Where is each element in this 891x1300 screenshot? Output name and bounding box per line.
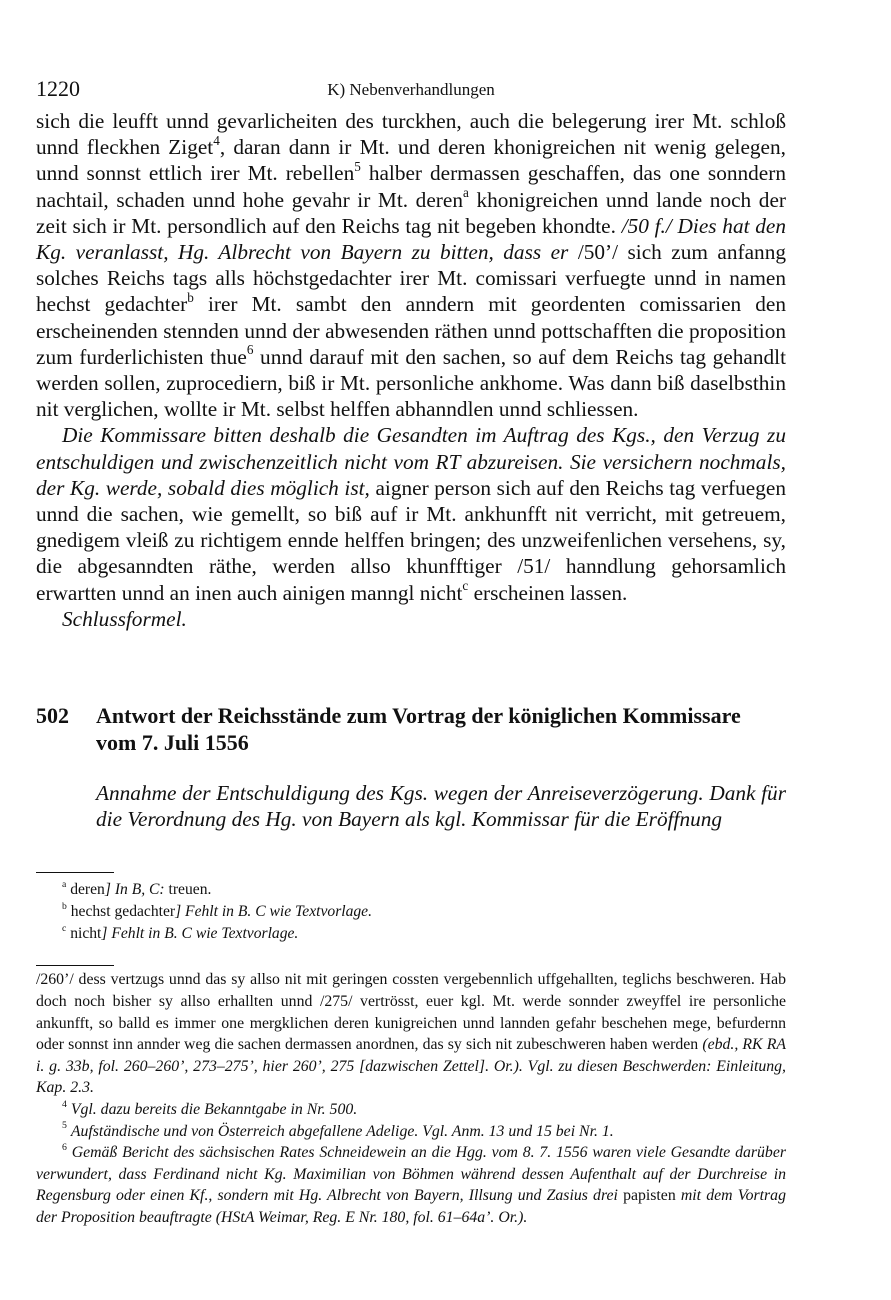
variant-reading: treuen. bbox=[168, 881, 212, 899]
variant-mark: b bbox=[62, 901, 67, 913]
footnotes bbox=[36, 965, 786, 1228]
text-run: aigner person sich auf den Reichs tag verfuegen unnd die sachen, wie gemellt, so biß auf ir Mt. ankhunfft nit verricht, mit getreuem, gnedigem vleiß zu richtigem ennde helffen bringen; des unzweifenlichen versehens, sy, die abgesanndten räthe, werden allso khunfftiger /51/ hanndlung gehorsamlich erwartten unnd an inen auch ainigen manngl nicht bbox=[36, 475, 786, 605]
footnote-4 bbox=[36, 1099, 786, 1121]
page-number: 1220 bbox=[36, 76, 80, 101]
variant-apparatus bbox=[36, 872, 786, 945]
variant-text: Fehlt in B. C wie Textvorlage. bbox=[111, 925, 299, 943]
variant-ref-b[interactable]: b bbox=[187, 290, 194, 306]
footnote-text: Gemäß Bericht des sächsischen Rates Schneidewein an die Hgg. vom 8. 7. 1556 waren viele Gesandte darüber verwundert, dass Ferdinand nicht Kg. Maximilian von Böhmen während dessen Aufenthalt auf der Durchreise in Regensburg oder einen Kf., sondern mit Hg. Albrecht von Bayern, Illsung und Zasius drei bbox=[36, 1144, 786, 1205]
document-regest: Annahme der Entschuldigung des Kgs. wegen der Anreiseverzögerung. Dank für die Verordnung des Hg. von Bayern als kgl. Kommissar für die Eröffnung bbox=[96, 781, 786, 832]
paragraph-1 bbox=[36, 108, 786, 422]
variant-mark: c bbox=[62, 923, 67, 935]
page-header bbox=[36, 76, 786, 108]
variant-ref-a[interactable]: a bbox=[462, 185, 469, 201]
closing-formula: Schlussformel. bbox=[62, 606, 187, 631]
text-run: khonigreichen unnd lande noch der zeit sich ir Mt. persondlich auf den Reichs tag nit begeben khondte. bbox=[36, 187, 786, 238]
footnote-ref-5[interactable]: 5 bbox=[354, 159, 361, 174]
paragraph-2 bbox=[36, 422, 786, 605]
text-run: sich die leufft unnd gevarlicheiten des turckhen, auch die belegerung irer Mt. schloß unnd fleckhen Ziget bbox=[36, 109, 786, 160]
footnote-text: mit dem Vortrag der Proposition beauftragte (HStA Weimar, Reg. E Nr. 180, fol. 61–64a’. Or.). bbox=[36, 1187, 786, 1226]
text-run: /50’/ sich zum anfanng solches Reichs tags alls höchstgedachter irer Mt. comissari verfuegte unnd in namen hechst gedachter bbox=[36, 240, 786, 317]
variant-lemma: nicht bbox=[70, 925, 102, 943]
footnote-text: Vgl. dazu bereits die Bekanntgabe in Nr. 500. bbox=[70, 1101, 358, 1119]
text-run: , daran dann ir Mt. und deren khonigreichen nit wenig gelegen, unnd sonnst ettlich irer Mt. rebellen bbox=[36, 135, 786, 186]
variant-text: In B, C: bbox=[114, 881, 165, 899]
footnote-ref-4[interactable]: 4 bbox=[213, 132, 220, 148]
variant-note-c: $^c$ nicht] Fehlt in B. C wie Textvorlage. bbox=[62, 923, 299, 943]
footnote-text: Aufständische und von Österreich abgefallene Adelige. Vgl. Anm. 13 und 15 bei Nr. 1. bbox=[70, 1122, 614, 1140]
text-run: /260’/ dess vertzugs unnd das sy allso nit mit geringen cossten vergebennlich uffgehallten, teglichs beschweren. Hab doch noch bisher sy allso erhallten unnd /275/ vertrösst, euer kgl. Mt. werde sonnder zweyffel ire personliche ankunfft, so balld es immer one mergklichen deren kunigreichen unnd lannden gefahr beschehen mege, befurdernn oder sonnst inn annder weg die sachen dermassen anordnen, das sy sich nit zubeschweren haben werden bbox=[36, 971, 786, 1054]
footnote-divider bbox=[36, 965, 114, 966]
footnote-ref-6[interactable]: 6 bbox=[246, 342, 254, 358]
footnote-continued bbox=[36, 969, 786, 1099]
footnote-6 bbox=[36, 1142, 786, 1228]
text-run: irer Mt. sambt den anndern mit geordenten comissarien den erscheinenden stennden unnd der abwesenden räthen unnd pottschafften die proposition zum furderlichisten thue bbox=[36, 292, 787, 369]
footnote-number: 5 bbox=[62, 1120, 67, 1132]
footnote-divider bbox=[36, 872, 114, 873]
footnote-number: 4 bbox=[62, 1098, 67, 1110]
variant-lemma: hechst gedachter bbox=[70, 903, 176, 921]
variant-text: Fehlt in B. C wie Textvorlage. bbox=[185, 903, 373, 921]
document-number: 502 bbox=[36, 703, 69, 729]
variant-mark: a bbox=[62, 879, 67, 891]
text-run: unnd darauf mit den sachen, so auf dem Reichs tag gehandlt werden sollen, zuprocediern, biß ir Mt. personliche ankhome. Was dann biß daselbsthin nit verglichen, wollte ir Mt. selbst helffen abhanndlen unnd schliessen. bbox=[36, 344, 786, 422]
text-run: halber dermassen geschaffen, das one sonndern nachtail, schaden unnd hohe gevahr ir Mt. deren bbox=[36, 161, 786, 212]
document-heading bbox=[36, 702, 786, 756]
document-page bbox=[36, 76, 786, 1229]
text-run: erscheinen lassen. bbox=[468, 580, 628, 605]
editorial-summary: /50 f./ Dies hat den Kg. veranlasst, Hg. Albrecht von Bayern zu bitten, dass er bbox=[36, 213, 786, 265]
variant-note-b: $^b$ hechst gedachter] Fehlt in B. C wie Textvorlage. bbox=[62, 901, 373, 921]
main-text bbox=[36, 108, 786, 632]
variant-ref-c[interactable]: c bbox=[462, 578, 469, 594]
footnote-5 bbox=[36, 1121, 786, 1143]
variant-note-a: $^a$ deren] In B, C: treuen. bbox=[62, 879, 212, 899]
variant-lemma: deren bbox=[70, 881, 105, 899]
document-title: Antwort der Reichsstände zum Vortrag der königlichen Kommissare vom 7. Juli 1556 bbox=[96, 703, 741, 756]
editorial-summary: Die Kommissare bitten deshalb die Gesandten im Auftrag des Kgs., den Verzug zu entschuldigen und zwischenzeitlich nicht vom RT abzureisen. Sie versichern nochmals, der Kg. werde, sobald dies möglich ist, bbox=[36, 423, 786, 500]
footnote-number: 6 bbox=[62, 1141, 67, 1153]
text-run: papisten bbox=[617, 1187, 681, 1205]
running-head: K) Nebenverhandlungen bbox=[327, 80, 495, 99]
citation: (ebd., RK RA i. g. 33b, fol. 260–260’, 273–275’, hier 260’, 275 [dazwischen Zettel]. Or.). Vgl. zu diesen Beschwerden: Einleitung, Kap. 2.3. bbox=[36, 1036, 786, 1097]
